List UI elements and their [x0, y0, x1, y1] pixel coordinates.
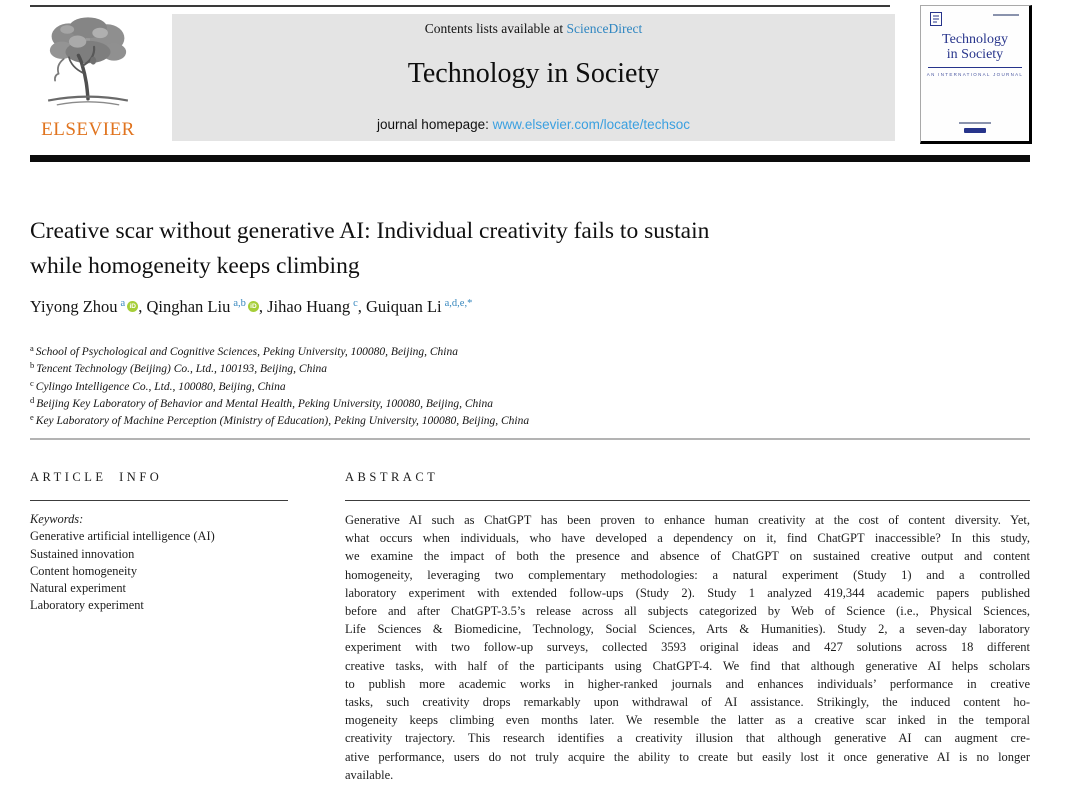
keyword: Sustained innovation	[30, 546, 135, 561]
homepage-link[interactable]: www.elsevier.com/locate/techsoc	[492, 117, 690, 132]
author-name: Qinghan Liu	[146, 297, 231, 316]
abstract-line: creative tasks, with half of the participants using ChatGPT-4. We find that although generative AI helps scholars	[345, 658, 1030, 673]
elsevier-wordmark: ELSEVIER	[41, 119, 135, 140]
author-affil-sup: a	[120, 298, 126, 309]
homepage-note	[172, 117, 895, 132]
affiliation	[30, 379, 1030, 396]
keyword: Natural experiment	[30, 581, 126, 596]
abstract-line: what occurs when individuals, who have developed a dependency on it, find ChatGPT inaccessible? In this study,	[345, 531, 1030, 546]
affiliation-sup: a	[30, 343, 34, 353]
affiliation-text: Key Laboratory of Machine Perception (Ministry of Education), Peking University, 100080, Beijing, China	[35, 415, 530, 428]
affiliation	[30, 361, 1030, 378]
top-divider	[30, 5, 890, 7]
cover-issue-microtext	[993, 14, 1019, 16]
contents-note-text: Contents lists available at	[424, 21, 567, 36]
author-separator: ,	[357, 297, 367, 316]
orcid-icon[interactable]	[127, 301, 138, 312]
author	[30, 297, 146, 316]
abstract-heading: ABSTRACT	[345, 470, 439, 484]
author	[146, 297, 267, 316]
header-divider-bar	[30, 155, 1030, 162]
abstract-line: homogeneity, leveraging two complementary methodologies: a natural experiment (Study 1) and a controlled	[345, 567, 1030, 582]
affiliation-text: School of Psychological and Cognitive Sciences, Peking University, 100080, Beijing, China	[35, 346, 459, 358]
abstract-rule	[345, 500, 1030, 501]
author-separator: ,	[138, 297, 147, 316]
keywords-label: Keywords:	[30, 512, 84, 526]
affiliation-sup: b	[30, 360, 35, 371]
affiliation	[30, 344, 1030, 361]
abstract-line: ative performance, users do not truly acquire the ability to create but easily lost it once generative AI is no longer	[345, 749, 1030, 764]
affiliation-text: Tencent Technology (Beijing) Co., Ltd., 100193, Beijing, China	[36, 363, 328, 376]
author-affil-sup: a,b	[233, 298, 246, 309]
orcid-icon[interactable]	[248, 301, 259, 312]
author-name: Guiquan Li	[366, 297, 442, 316]
article-title-line1: Creative scar without generative AI: Individual creativity fails to sustain	[30, 218, 710, 244]
affiliation	[30, 413, 1030, 430]
abstract-line: we examine the impact of both the presence and absence of ChatGPT on sustained creative output and content	[345, 549, 1030, 564]
affiliation-sup: d	[30, 394, 35, 405]
author-name: Yiyong Zhou	[30, 297, 118, 316]
article-info-column	[30, 467, 288, 784]
abstract-line: tasks, such creativity drops remarkably upon withdrawal of AI assistance. Strikingly, the induced content ho-	[345, 695, 1030, 710]
elsevier-logo[interactable]	[28, 12, 148, 144]
cover-subtitle: AN INTERNATIONAL JOURNAL	[926, 72, 1024, 77]
homepage-prefix: journal homepage:	[377, 117, 493, 132]
elsevier-tree-icon	[28, 12, 148, 118]
abstract-column	[345, 467, 1030, 784]
abstract-line: Life Sciences & Biomedicine, Technology, Social Sciences, Arts & Humanities). Study 2, a seven-day laboratory	[345, 622, 1030, 637]
article-title	[30, 214, 1030, 284]
affiliation-text: Beijing Key Laboratory of Behavior and Mental Health, Peking University, 100080, Beijing, China	[36, 397, 493, 410]
cover-journal-title	[921, 32, 1029, 62]
keyword: Content homogeneity	[30, 563, 138, 578]
abstract-line: Generative AI such as ChatGPT has been proven to enhance human creativity at the cost of content diversity. Yet,	[345, 513, 1030, 527]
cover-sciencedirect-mark	[964, 128, 986, 133]
author	[366, 297, 472, 316]
cover-title-line1: Technology	[942, 32, 1008, 47]
affiliation-text: Cylingo Intelligence Co., Ltd., 100080, Beijing, China	[35, 380, 286, 393]
affiliation	[30, 396, 1030, 413]
author-affil-sup: a,d,e,*	[444, 298, 473, 309]
abstract-line: mogeneity keeps climbing even months later. We resemble the latter as a creative scar inked in the temporal	[345, 713, 1030, 728]
cover-title-line2: in Society	[946, 47, 1004, 62]
author-name: Jihao Huang	[267, 297, 351, 316]
article-info-rule	[30, 500, 288, 501]
affiliation-list	[30, 344, 1030, 430]
orcid-id-text: iD	[250, 303, 257, 310]
journal-title: Technology in Society	[407, 58, 660, 89]
info-abstract-columns	[30, 467, 1030, 784]
affiliation-sup: e	[30, 412, 34, 423]
abstract-text	[345, 511, 1030, 784]
author-separator: ,	[258, 297, 268, 316]
article-title-line2: while homogeneity keeps climbing	[30, 253, 360, 279]
journal-cover-thumbnail[interactable]	[920, 5, 1032, 144]
section-divider	[30, 438, 1030, 440]
keyword: Laboratory experiment	[30, 598, 144, 613]
author-affil-sup: c	[353, 298, 358, 309]
abstract-line: experiment with two follow-up surveys, collected 3593 original ideas and 427 solutions across 18 different	[345, 640, 1030, 655]
cover-publisher-microtext	[959, 122, 991, 124]
abstract-line: before and after ChatGPT-3.5’s release across all subjects categorized by Web of Science (i.e., Physical Sciences,	[345, 604, 1030, 619]
abstract-line: creativity trajectory. This research identifies a creativity illusion that although generative AI can augment cre-	[345, 731, 1030, 746]
abstract-line: to publish more academic works in higher-ranked journals and enhances individuals’ performance in creative	[345, 676, 1030, 691]
author	[267, 297, 366, 316]
abstract-line: available.	[345, 767, 394, 782]
affiliation-sup: c	[30, 377, 34, 388]
keyword: Generative artificial intelligence (AI)	[30, 529, 215, 544]
orcid-id-text: iD	[129, 303, 136, 310]
contents-note	[172, 21, 895, 37]
journal-banner	[172, 14, 895, 141]
cover-divider	[928, 67, 1022, 68]
sciencedirect-link[interactable]: ScienceDirect	[566, 21, 643, 36]
abstract-line: laboratory experiment with extended follow-ups (Study 2). Study 1 analyzed 419,344 academic papers published	[345, 585, 1030, 600]
journal-emblem-icon	[930, 12, 942, 31]
article-info-heading: ARTICLE INFO	[30, 470, 163, 484]
author-list	[30, 297, 1030, 317]
